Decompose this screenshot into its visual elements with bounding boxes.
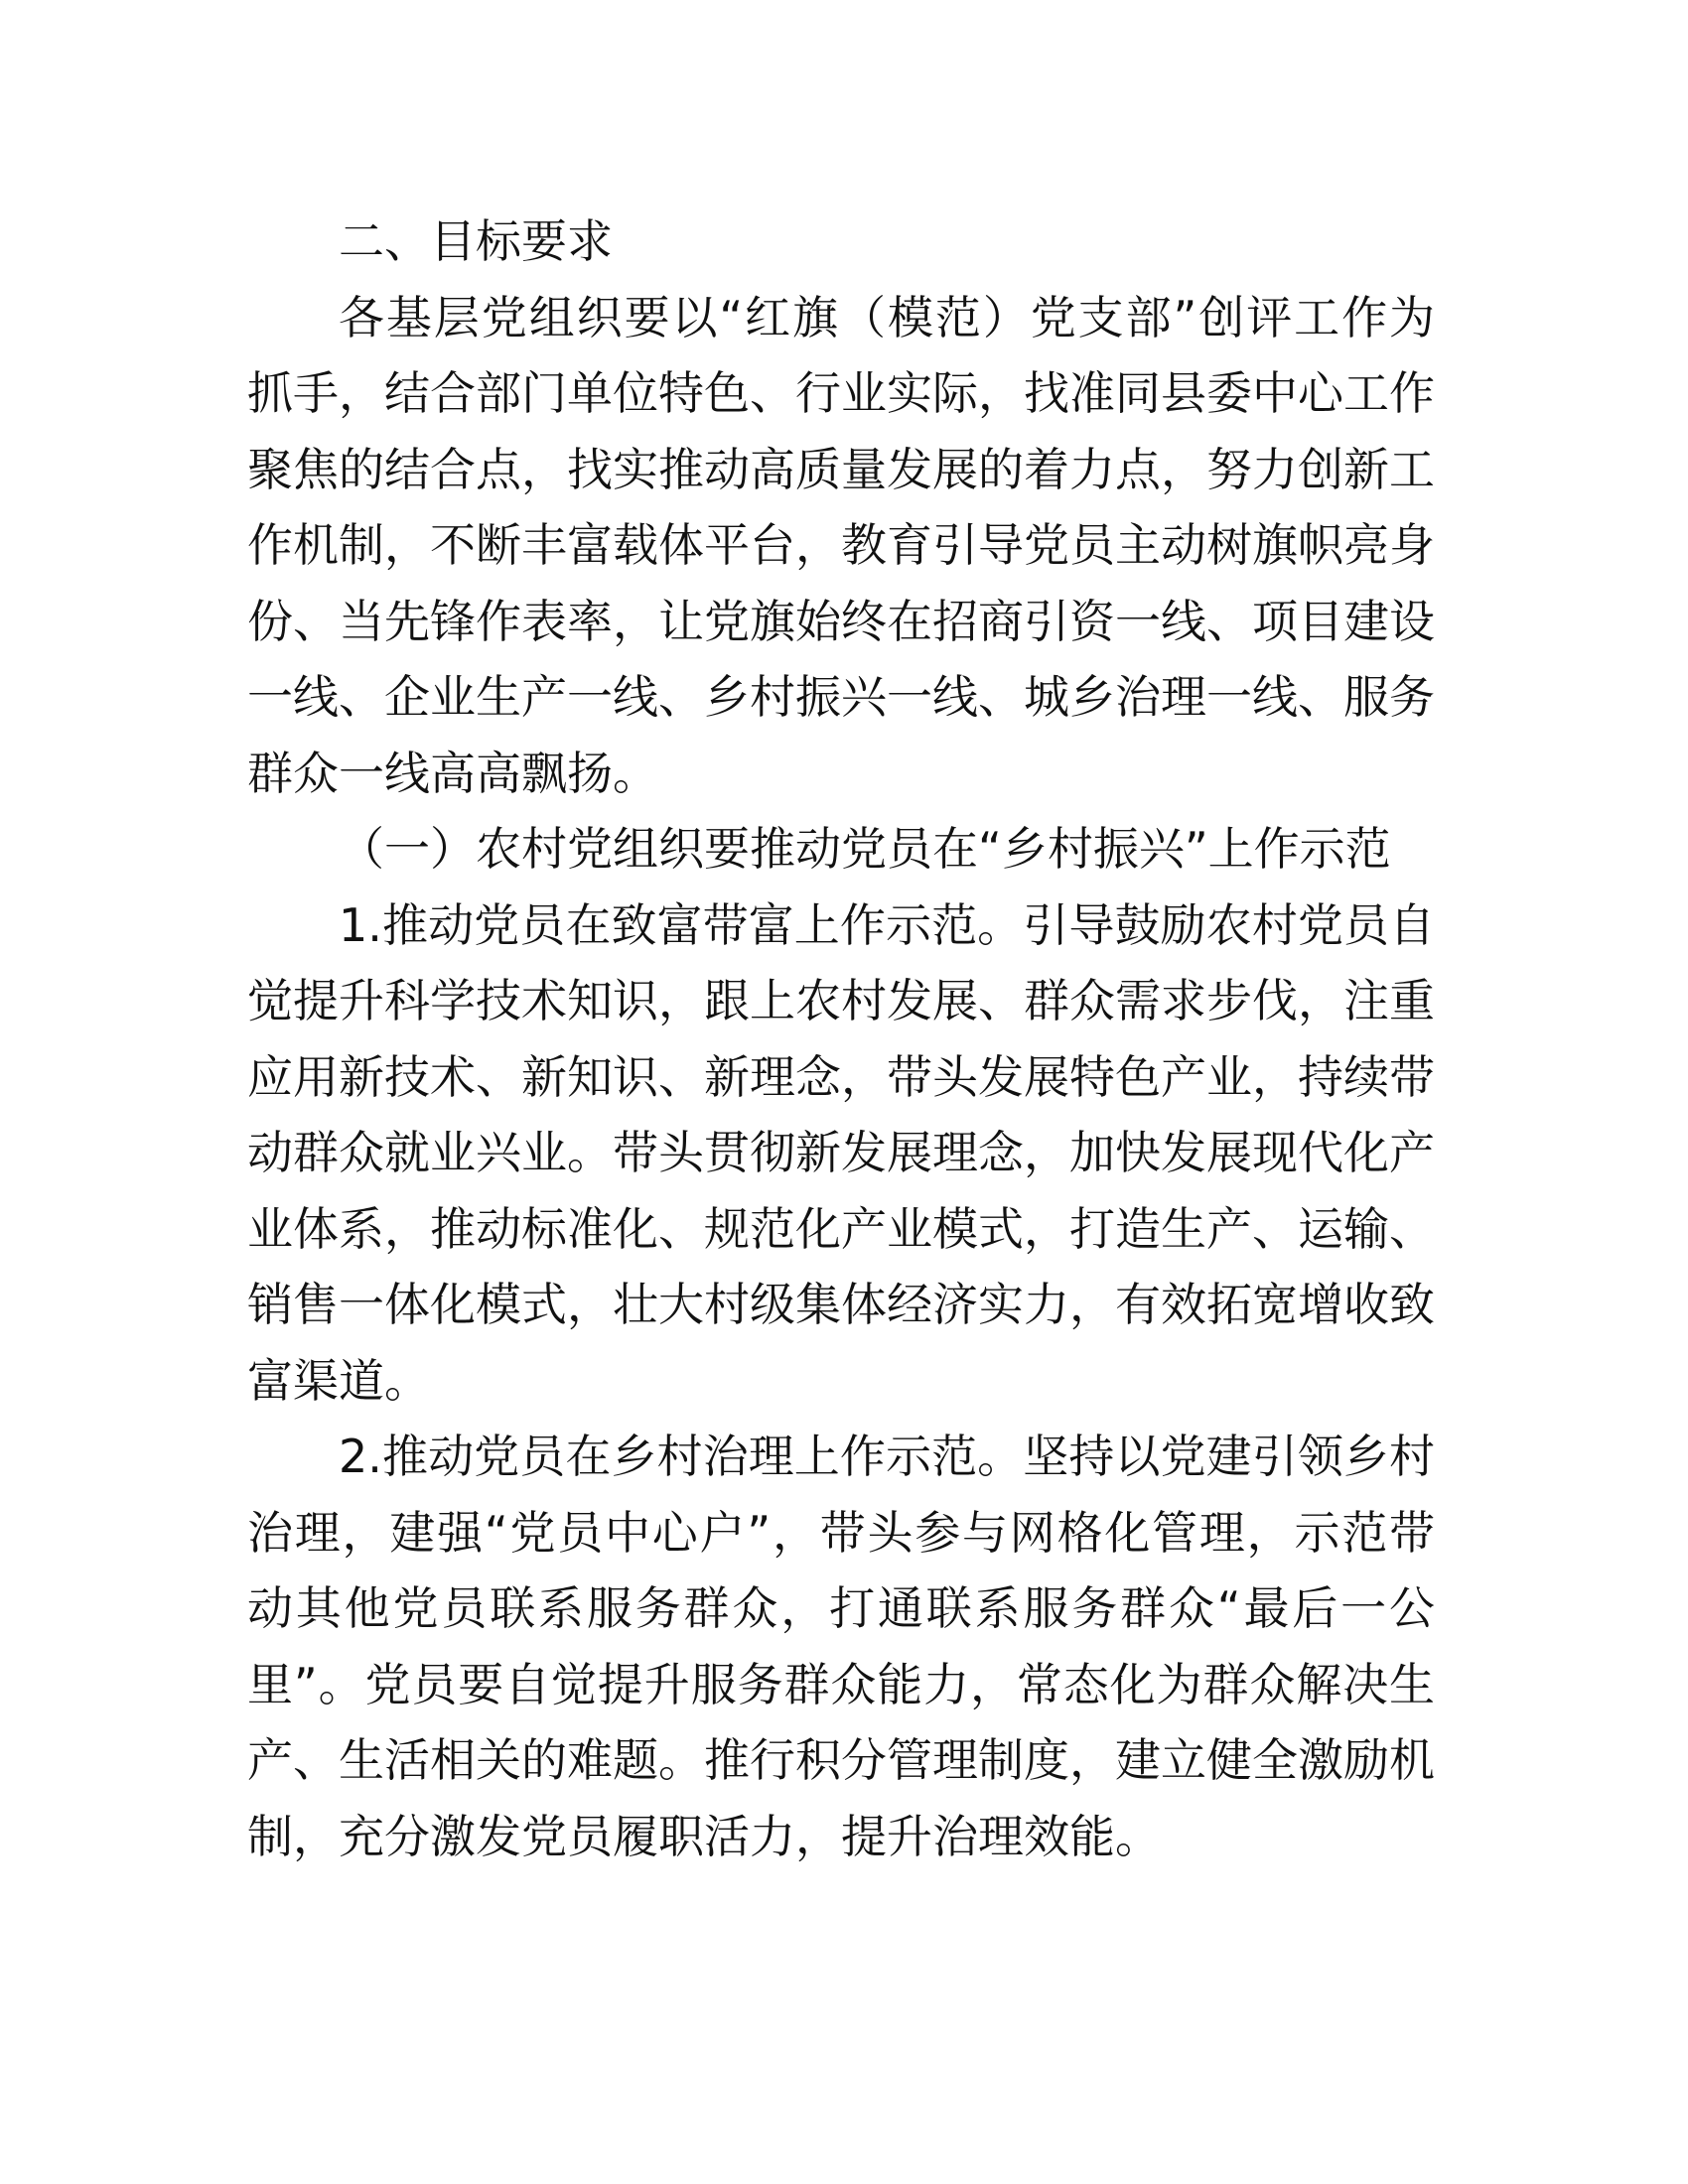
document-body <box>247 204 1435 1874</box>
item-1-paragraph: 1.推动党员在致富带富上作示范。引导鼓励农村党员自觉提升科学技术知识，跟上农村发展、群众需求步伐，注重应用新技术、新知识、新理念，带头发展特色产业，持续带动群众就业兴业。带头贯彻新发展理念，加快发展现代化产业体系，推动标准化、规范化产业模式，打造生产、运输、销售一体化模式，壮大村级集体经济实力，有效拓宽增收致富渠道。 <box>247 897 1435 1408</box>
subsection-heading: （一）农村党组织要推动党员在“乡村振兴”上作示范 <box>339 822 1391 876</box>
item-2-paragraph: 2.推动党员在乡村治理上作示范。坚持以党建引领乡村治理，建强“党员中心户”，带头参与网格化管理，示范带动其他党员联系服务群众，打通联系服务群众“最后一公里”。党员要自觉提升服务群众能力，常态化为群众解决生产、生活相关的难题。推行积分管理制度，建立健全激励机制，充分激发党员履职活力，提升治理效能。 <box>247 1430 1435 1863</box>
intro-paragraph: 各基层党组织要以“红旗（模范）党支部”创评工作为抓手，结合部门单位特色、行业实际，找准同县委中心工作聚焦的结合点，找实推动高质量发展的着力点，努力创新工作机制，不断丰富载体平台，教育引导党员主动树旗帜亮身份、当先锋作表率，让党旗始终在招商引资一线、项目建设一线、企业生产一线、乡村振兴一线、城乡治理一线、服务群众一线高高飘扬。 <box>247 290 1435 800</box>
section-heading: 二、目标要求 <box>339 214 613 268</box>
